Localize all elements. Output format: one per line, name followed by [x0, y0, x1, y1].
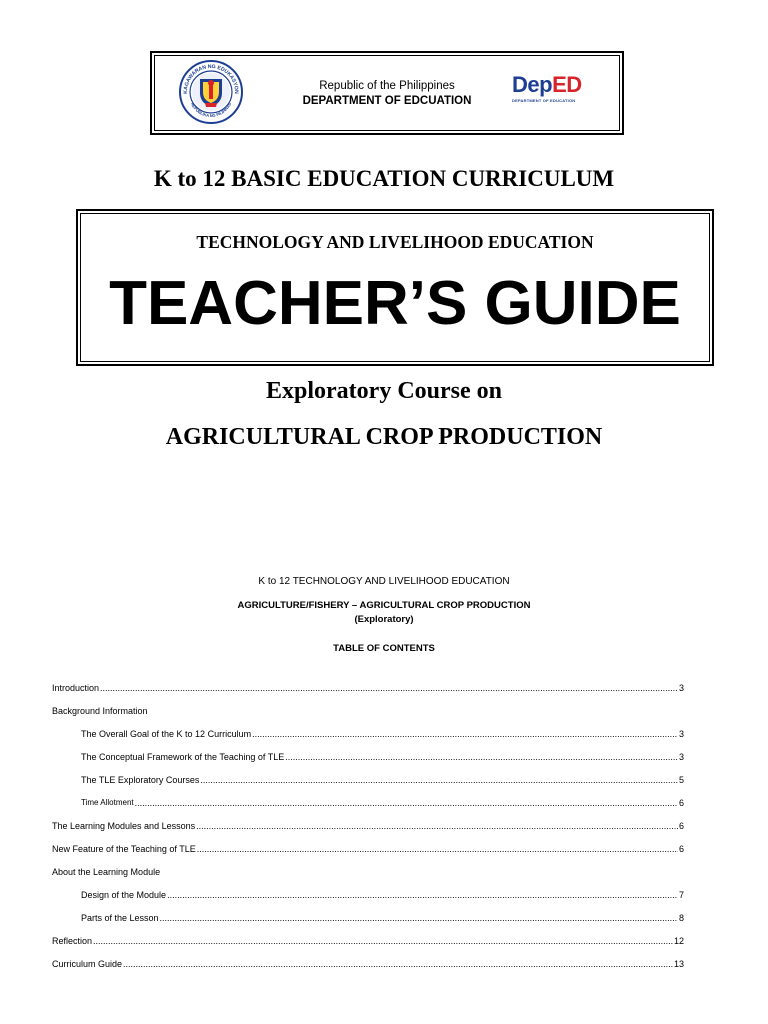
- toc-leader-dots: [167, 890, 678, 900]
- toc-leader-dots: [123, 959, 673, 969]
- toc-entry[interactable]: [52, 883, 684, 906]
- program-label: K to 12 TECHNOLOGY AND LIVELIHOOD EDUCATION: [258, 576, 510, 587]
- toc-leader-dots: [197, 844, 678, 854]
- toc-entry[interactable]: [52, 745, 684, 768]
- deped-logo-subtitle: DEPARTMENT OF EDUCATION: [512, 98, 576, 103]
- course-type-label: (Exploratory): [354, 614, 414, 625]
- teachers-guide-title: TEACHER’S GUIDE: [109, 269, 681, 338]
- toc-entry-page: 13: [673, 958, 684, 969]
- seal-text-bottom: REPUBLIKA NG PILIPINAS: [189, 101, 233, 119]
- toc-entry-label: The TLE Exploratory Courses: [81, 774, 200, 785]
- toc-entry-page: 6: [678, 820, 684, 831]
- svg-text:KAGAWARAN NG EDUKASYON: [183, 64, 239, 94]
- seal-text-top: KAGAWARAN NG EDUKASYON: [182, 63, 240, 94]
- toc-entry[interactable]: [52, 906, 684, 929]
- course-intro: Exploratory Course on: [266, 378, 502, 404]
- toc-leader-dots: [196, 821, 678, 831]
- department-label: DEPARTMENT OF EDCUATION: [302, 95, 472, 107]
- guide-title-box: [76, 209, 714, 366]
- area-label: AGRICULTURE/FISHERY – AGRICULTURAL CROP PRODUCTION: [237, 600, 531, 611]
- toc-entry-label: Introduction: [52, 682, 100, 693]
- toc-entry-page: 8: [678, 912, 684, 923]
- toc-entry-label: New Feature of the Teaching of TLE: [52, 843, 196, 854]
- toc-entry-label: The Overall Goal of the K to 12 Curriculum: [81, 728, 252, 739]
- toc-entry-label: Design of the Module: [81, 889, 167, 900]
- toc-entry-label: About the Learning Module: [52, 866, 161, 877]
- toc-entry-label: Time Allotment: [81, 798, 134, 807]
- svg-text:REPUBLIKA NG PILIPINAS: [190, 102, 233, 119]
- toc-entry[interactable]: [52, 699, 684, 722]
- toc-entry-page: 7: [678, 889, 684, 900]
- header-box: [150, 51, 624, 135]
- subject-title: TECHNOLOGY AND LIVELIHOOD EDUCATION: [196, 232, 594, 252]
- toc-entry-label: Reflection: [52, 935, 93, 946]
- toc-entry-page: 12: [673, 935, 684, 946]
- table-of-contents: [52, 676, 684, 975]
- toc-entry-label: Background Information: [52, 705, 148, 716]
- deped-logo-word: DepED: [512, 72, 582, 97]
- toc-leader-dots: [100, 683, 678, 693]
- curriculum-title: K to 12 BASIC EDUCATION CURRICULUM: [153, 166, 615, 191]
- toc-entry-page: 3: [678, 751, 684, 762]
- toc-leader-dots: [200, 775, 678, 785]
- toc-entry[interactable]: [52, 722, 684, 745]
- toc-leader-dots: [285, 752, 678, 762]
- toc-entry-label: The Learning Modules and Lessons: [52, 820, 196, 831]
- toc-entry[interactable]: [52, 860, 684, 883]
- toc-entry[interactable]: [52, 676, 684, 699]
- toc-leader-dots: [160, 913, 678, 923]
- toc-entry[interactable]: [52, 791, 684, 814]
- toc-entry-page: 6: [678, 843, 684, 854]
- toc-entry-page: 3: [678, 728, 684, 739]
- toc-entry[interactable]: [52, 837, 684, 860]
- toc-leader-dots: [93, 936, 673, 946]
- course-name: AGRICULTURAL CROP PRODUCTION: [165, 424, 603, 450]
- toc-leader-dots: [135, 798, 678, 808]
- deped-seal-icon: [178, 59, 244, 125]
- toc-title: TABLE OF CONTENTS: [333, 643, 435, 654]
- republic-label: Republic of the Philippines: [319, 80, 455, 92]
- toc-entry-page: 6: [678, 797, 684, 808]
- deped-logo: [512, 73, 596, 113]
- toc-entry[interactable]: [52, 929, 684, 952]
- toc-entry[interactable]: [52, 768, 684, 791]
- toc-leader-dots: [252, 729, 678, 739]
- toc-entry-label: Curriculum Guide: [52, 958, 123, 969]
- toc-entry[interactable]: [52, 814, 684, 837]
- toc-entry-page: 5: [678, 774, 684, 785]
- toc-entry-page: 3: [678, 682, 684, 693]
- toc-entry-label: Parts of the Lesson: [81, 912, 159, 923]
- toc-entry[interactable]: [52, 952, 684, 975]
- toc-entry-label: The Conceptual Framework of the Teaching of TLE: [81, 751, 285, 762]
